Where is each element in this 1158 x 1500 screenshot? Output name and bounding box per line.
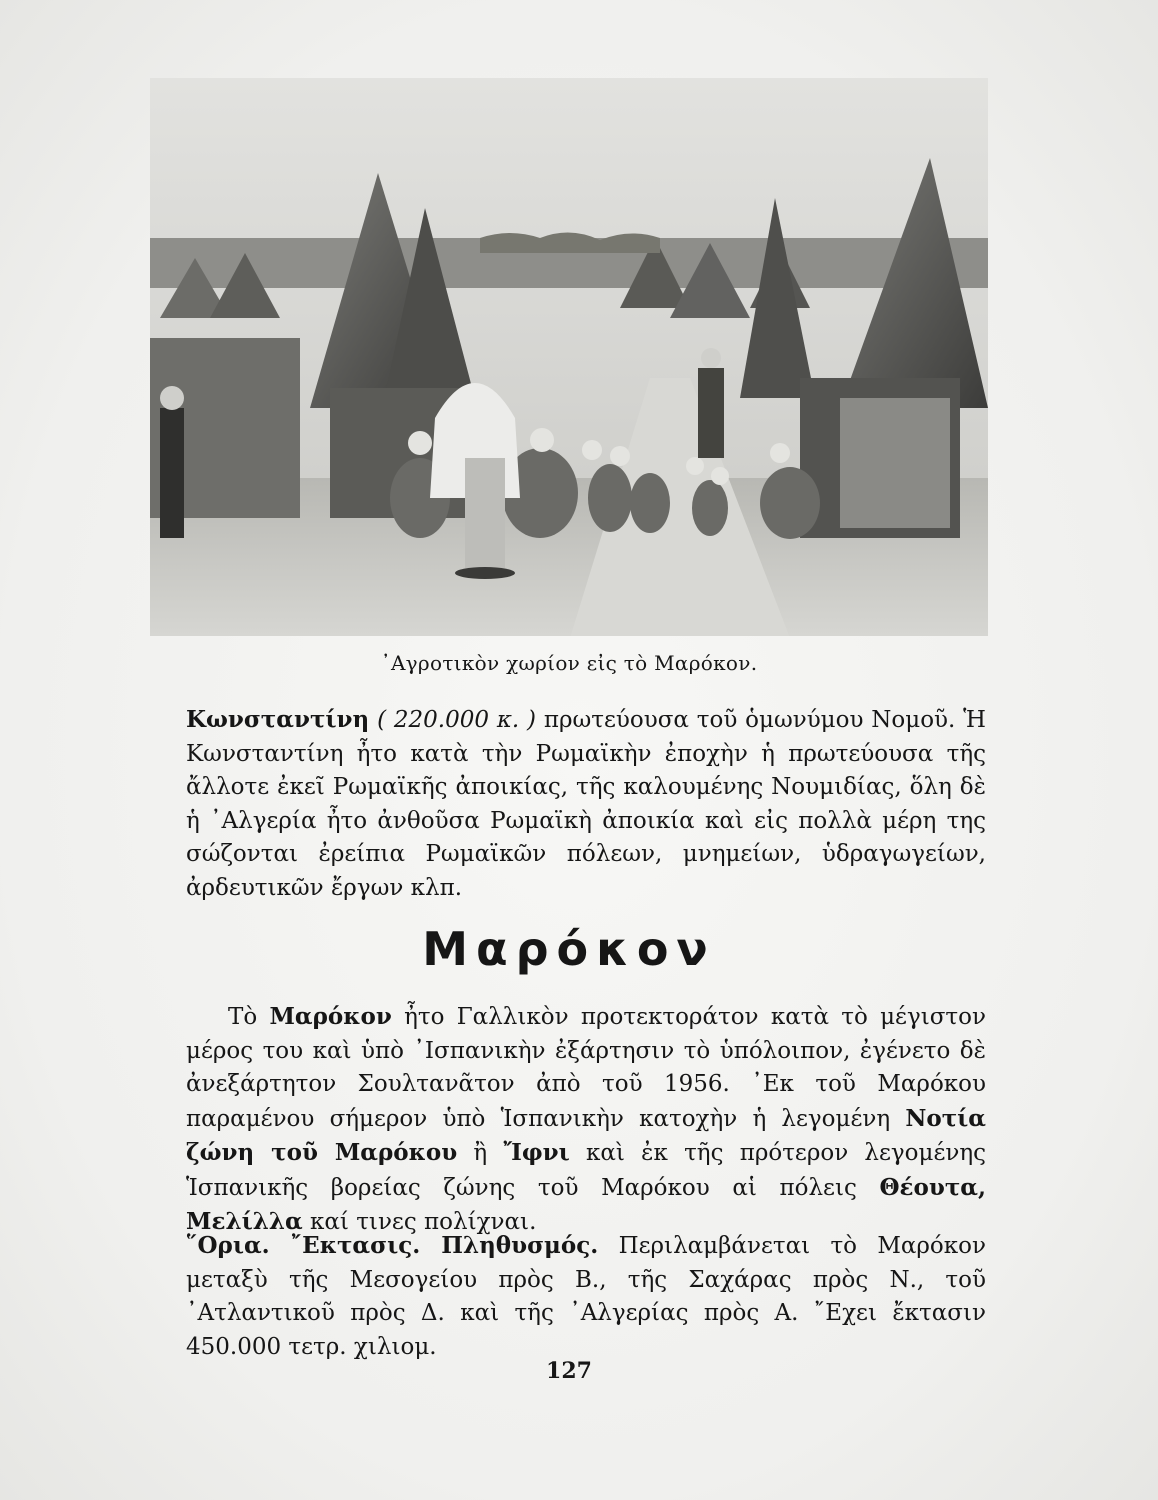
text-run: καὶ ἐκ τῆς πρότερον λεγομένης Ἱσπανικῆς βορείας ζώνης τοῦ Μαρόκου αἱ πόλεις: [186, 1140, 987, 1201]
village-photo: [150, 78, 988, 636]
photo-caption: ᾿Αγροτικὸν χωρίον εἰς τὸ Μαρόκον.: [380, 651, 758, 675]
village-photo-illustration: [150, 78, 988, 636]
term-ceuta-melilla: Θέουτα, Μελίλλα: [186, 1173, 986, 1235]
paragraph-morocco-intro: [186, 1000, 986, 1240]
term-konstantine: Κωνσταντίνη: [186, 706, 370, 733]
text-run: καί τινες πολίχναι.: [302, 1209, 537, 1235]
page-number: 127: [546, 1358, 592, 1384]
term-ifni: Ἴφνι: [503, 1139, 570, 1166]
section-heading: Μαρόκον: [422, 922, 716, 976]
text-run: Τὸ: [228, 1004, 270, 1030]
paragraph-borders: [186, 1229, 986, 1364]
text-run: ἦτο Γαλλικὸν προτεκτοράτον κατὰ τὸ μέγιστον μέρος του καὶ ὑπὸ ᾿Ισπανικὴν ἐξάρτησιν τὸ ὑπόλοιπον, ἐγένετο δὲ ἀνεξάρτητον Σουλτανᾶτον ἀπὸ τοῦ 1956. ᾿Εκ τοῦ Μαρόκου παραμένου σήμερον ὑπὸ Ἱσπανικὴν κατοχὴν ἡ λεγομένη: [186, 1004, 986, 1132]
term-morocco: Μαρόκον: [269, 1003, 392, 1030]
text-run: Περιλαμβάνεται τὸ Μαρόκον μεταξὺ τῆς Μεσογείου πρὸς Β., τῆς Σαχάρας πρὸς Ν., τοῦ ᾿Ατλαντικοῦ πρὸς Δ. καὶ τῆς ᾿Αλγερίας πρὸς Α. ῎Εχει ἔκτασιν 450.000 τετρ. χιλιομ.: [186, 1233, 986, 1360]
paragraph-konstantine: [186, 703, 986, 905]
paragraph-konstantine-text: πρωτεύουσα τοῦ ὁμωνύμου Νομοῦ. Ἡ Κωνσταντίνη ἦτο κατὰ τὴν Ρωμαϊκὴν ἐποχὴν ἡ πρωτεύουσα τῆς ἄλλοτε ἐκεῖ Ρωμαϊκῆς ἀποικίας, τῆς καλουμένης Νουμιδίας, ὅλη δὲ ἡ ᾿Αλγερία ἦτο ἀνθοῦσα Ρωμαϊκὴ ἀποικία καὶ εἰς πολλὰ μέρη της σώζονται ἐρείπια Ρωμαϊκῶν πόλεων, μνημείων, ὑδραγωγείων, ἀρδευτικῶν ἔργων κλπ.: [186, 707, 986, 901]
subheading-borders: ῞Ορια. ῎Εκτασις. Πληθυσμός.: [186, 1232, 599, 1259]
population-figure: ( 220.000 κ. ): [369, 707, 537, 733]
term-southern-zone: Νοτία ζώνη τοῦ Μαρόκου: [186, 1104, 986, 1166]
text-run: ἢ: [457, 1140, 504, 1166]
